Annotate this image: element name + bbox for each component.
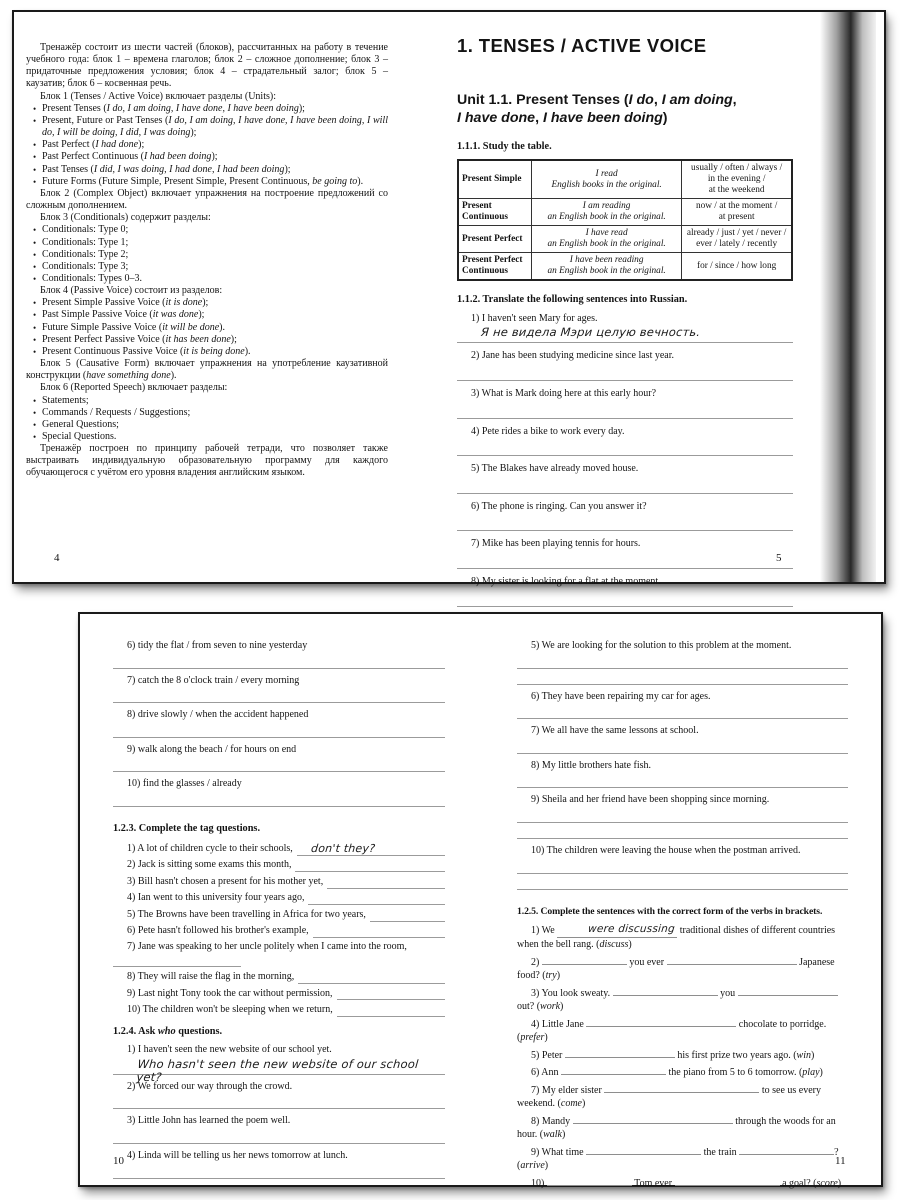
answer-blank bbox=[675, 1177, 780, 1186]
list-item: • Conditionals: Type 2; bbox=[26, 249, 388, 261]
tense-table bbox=[457, 159, 793, 281]
item-number: 8) bbox=[531, 1115, 542, 1127]
exercise-item bbox=[517, 1115, 848, 1141]
exercise-item bbox=[113, 908, 445, 922]
item-number: 4) bbox=[471, 425, 482, 437]
item-number: 7) bbox=[531, 1084, 542, 1096]
item-number: 5) bbox=[531, 1049, 542, 1061]
exercise-sentence: 10) find the glasses / already bbox=[127, 778, 242, 790]
translate-exercise bbox=[457, 313, 793, 607]
exercise-sentence: 9) What time the train ? (arrive) bbox=[517, 1146, 839, 1171]
list-item: • Commands / Requests / Suggestions; bbox=[26, 407, 388, 419]
answer-blank bbox=[308, 891, 445, 905]
answer-blank bbox=[542, 956, 627, 965]
page-number: 11 bbox=[835, 1155, 846, 1167]
page-10 bbox=[113, 640, 445, 1185]
exercise-sentence: 4) Linda will be telling us her news tomorrow at lunch. bbox=[127, 1150, 348, 1162]
list-item: • Conditionals: Type 0; bbox=[26, 224, 388, 236]
exercise-sentence: 4) Ian went to this university four years ago, bbox=[127, 892, 305, 904]
item-number: 9) bbox=[531, 1146, 542, 1158]
exercise-item bbox=[113, 709, 445, 738]
item-number: 10) bbox=[531, 844, 547, 856]
item-number: 6) bbox=[127, 925, 138, 937]
exercise-label-1-2-4: 1.2.4. Ask who questions. bbox=[113, 1025, 223, 1037]
item-number: 9) bbox=[127, 743, 138, 755]
exercise-item bbox=[113, 891, 445, 905]
answer-line bbox=[517, 807, 848, 823]
answer-line bbox=[457, 513, 793, 531]
answer-blank bbox=[113, 956, 241, 967]
handwritten-answer-line bbox=[113, 1056, 445, 1084]
exercise-item bbox=[457, 426, 793, 457]
answer-line bbox=[113, 722, 445, 738]
exercise-item bbox=[113, 858, 445, 872]
handwritten-answer-line bbox=[457, 326, 793, 343]
exercise-sentence: 5) The Blakes have already moved house. bbox=[471, 463, 639, 475]
book-spread-top bbox=[12, 10, 886, 587]
exercise-label-1-1-2: 1.1.2. Translate the following sentences into Russian. bbox=[457, 294, 688, 306]
item-number: 2) bbox=[127, 1080, 138, 1092]
answer-line bbox=[517, 823, 848, 839]
exercise-sentence: 3) Little John has learned the poem well. bbox=[127, 1115, 291, 1127]
item-number: 7) bbox=[127, 940, 138, 952]
exercise-sentence: 1) A lot of children cycle to their schools, bbox=[127, 842, 293, 854]
list-item: • Present, Future or Past Tenses (I do, I am doing, I have done, I have been doing, I will do, I will be doing, I did, I was doing); bbox=[26, 115, 388, 139]
exercise-item bbox=[113, 875, 445, 889]
exercise-item bbox=[113, 640, 445, 669]
exercise-sentence: 4) Little Jane chocolate to porridge. (prefer) bbox=[517, 1018, 827, 1043]
paragraph: Блок 2 (Complex Object) включает упражнения на построение предложений со сложным дополнением. bbox=[26, 187, 388, 212]
list-item: • Conditionals: Type 3; bbox=[26, 261, 388, 273]
exercise-item bbox=[113, 1081, 445, 1110]
exercise-sentence: 6) The phone is ringing. Can you answer it? bbox=[471, 500, 647, 512]
page-edge-shadow bbox=[820, 12, 876, 582]
exercise-item bbox=[517, 794, 848, 839]
paragraph: Блок 4 (Passive Voice) состоит из разделов: bbox=[40, 285, 223, 297]
continued-exercise bbox=[517, 640, 848, 890]
exercise-sentence: 2) Jack is sitting some exams this month, bbox=[127, 859, 292, 871]
item-number: 7) bbox=[531, 725, 542, 737]
exercise-sentence: 5) We are looking for the solution to this problem at the moment. bbox=[531, 640, 792, 651]
table-cell-example: I have read an English book in the original. bbox=[531, 226, 681, 253]
table-cell-use: usually / often / always / in the evening / at the weekend bbox=[682, 160, 792, 199]
item-number: 2) bbox=[127, 859, 138, 871]
exercise-sentence: 10) The children won't be sleeping when we return, bbox=[127, 1004, 333, 1016]
item-number: 3) bbox=[471, 387, 482, 399]
item-number: 3) bbox=[127, 875, 138, 887]
answer-line bbox=[113, 1093, 445, 1109]
table-cell-example: I am reading an English book in the original. bbox=[531, 199, 681, 226]
chapter-title: 1. TENSES / ACTIVE VOICE bbox=[457, 35, 707, 56]
table-cell-use: for / since / how long bbox=[682, 253, 792, 281]
page-number: 10 bbox=[113, 1155, 124, 1167]
list-item: • Special Questions. bbox=[26, 431, 388, 443]
tag-questions-exercise bbox=[113, 842, 445, 1017]
exercise-label-1-2-5: 1.2.5. Complete the sentences with the correct form of the verbs in brackets. bbox=[517, 905, 823, 917]
exercise-item bbox=[517, 1066, 848, 1079]
exercise-label-1-2-3: 1.2.3. Complete the tag questions. bbox=[113, 822, 261, 834]
answer-line bbox=[517, 703, 848, 719]
exercise-sentence: 9) Last night Tony took the car without permission, bbox=[127, 987, 333, 999]
exercise-item bbox=[517, 640, 848, 685]
answer-blank bbox=[337, 986, 446, 1000]
handwritten-answer: were discussing bbox=[587, 923, 676, 936]
list-item: • Past Tenses (I did, I was doing, I had done, I had been doing); bbox=[26, 164, 388, 176]
handwritten-answer: don't they? bbox=[310, 841, 376, 855]
table-row bbox=[458, 160, 792, 199]
exercise-item bbox=[517, 760, 848, 789]
answer-line bbox=[457, 363, 793, 381]
item-number: 1) bbox=[127, 842, 138, 854]
list-item: • Future Simple Passive Voice (it will be done). bbox=[26, 322, 388, 334]
exercise-item bbox=[517, 924, 848, 951]
answer-line bbox=[113, 1128, 445, 1144]
exercise-sentence: 8) They will raise the flag in the morning, bbox=[127, 971, 295, 983]
table-row bbox=[458, 253, 792, 281]
answer-blank bbox=[370, 908, 445, 922]
exercise-sentence: 8) My sister is looking for a flat at the moment. bbox=[471, 575, 661, 587]
answer-blank bbox=[295, 858, 445, 872]
exercise-sentence: 3) What is Mark doing here at this early hour? bbox=[471, 387, 657, 399]
item-number: 1) bbox=[127, 1044, 138, 1056]
item-number: 9) bbox=[531, 794, 542, 806]
exercise-item bbox=[457, 501, 793, 532]
answer-blank bbox=[667, 956, 797, 965]
exercise-item bbox=[517, 845, 848, 890]
exercise-sentence: 8) drive slowly / when the accident happened bbox=[127, 709, 309, 721]
item-number: 5) bbox=[127, 908, 138, 920]
paragraph: Блок 6 (Reported Speech) включает разделы: bbox=[40, 382, 228, 394]
item-number: 4) bbox=[531, 1018, 542, 1030]
unit-title bbox=[457, 91, 793, 128]
answer-blank bbox=[613, 987, 718, 996]
paragraph: Тренажёр состоит из шести частей (блоков), рассчитанных на работу в течение учебного года: блок 1 – времена глаголов; блок 2 – сложное дополнение; блок 3 – придаточные предложения условия; блок 4 – страдательный залог; блок 5 – каузатив; блок 6 – косвенная речь. bbox=[26, 42, 388, 90]
paragraph: Блок 1 (Tenses / Active Voice) включает разделы (Units): bbox=[40, 90, 276, 102]
answer-line bbox=[457, 589, 793, 607]
paragraph: Блок 3 (Conditionals) содержит разделы: bbox=[40, 212, 211, 224]
item-number: 4) bbox=[127, 892, 138, 904]
continued-exercise bbox=[113, 640, 445, 807]
table-cell-tense: Present Perfect bbox=[458, 226, 531, 253]
answer-line bbox=[517, 653, 848, 669]
item-number: 4) bbox=[127, 1150, 138, 1162]
answer-blank bbox=[586, 1018, 736, 1027]
item-number: 8) bbox=[531, 759, 542, 771]
exercise-sentence: 6) tidy the flat / from seven to nine yesterday bbox=[127, 640, 308, 651]
exercise-sentence: 7) catch the 8 o'clock train / every morning bbox=[127, 674, 300, 686]
table-cell-example: I have been reading an English book in the original. bbox=[531, 253, 681, 281]
paragraph: Тренажёр построен по принципу рабочей тетради, что позволяет также выстраивать индивидуальную образовательную программу для каждого обучающегося с учётом его уровня владения английским языком. bbox=[26, 443, 388, 479]
page-number: 5 bbox=[776, 552, 782, 564]
exercise-item bbox=[517, 725, 848, 754]
answer-line bbox=[113, 791, 445, 807]
answer-line bbox=[517, 874, 848, 890]
answer-blank bbox=[327, 875, 445, 889]
exercise-label-1-1-1: 1.1.1. Study the table. bbox=[457, 140, 552, 152]
exercise-sentence: 1) I haven't seen Mary for ages. bbox=[471, 312, 598, 324]
table-cell-tense: Present Simple bbox=[458, 160, 531, 199]
answer-blank bbox=[739, 1146, 834, 1155]
list-item: • Conditionals: Type 1; bbox=[26, 237, 388, 249]
item-number: 7) bbox=[127, 674, 138, 686]
item-number: 10) bbox=[127, 778, 143, 790]
answer-line bbox=[517, 738, 848, 754]
answer-line bbox=[113, 756, 445, 772]
table-cell-use: already / just / yet / never / ever / lately / recently bbox=[682, 226, 792, 253]
exercise-sentence: 1) We were discussing traditional dishes of different countries when the bell rang. (discuss) bbox=[517, 923, 836, 951]
item-number: 2) bbox=[471, 350, 482, 362]
item-number: 10) bbox=[531, 1177, 547, 1189]
list-item: • Past Perfect Continuous (I had been doing); bbox=[26, 151, 388, 163]
answer-blank bbox=[297, 842, 445, 856]
answer-blank bbox=[604, 1084, 759, 1093]
exercise-sentence: 7) Jane was speaking to her uncle politely when I came into the room, bbox=[127, 940, 407, 952]
list-item: • Present Continuous Passive Voice (it is being done). bbox=[26, 346, 388, 358]
unit-title-line1: Unit 1.1. Present Tenses (I do, I am doing, bbox=[457, 91, 737, 108]
table-row bbox=[458, 226, 792, 253]
exercise-item bbox=[113, 842, 445, 856]
item-number: 1) bbox=[471, 312, 482, 324]
exercise-item bbox=[517, 1146, 848, 1172]
answer-line bbox=[457, 476, 793, 494]
exercise-sentence: 3) You look sweaty. you out? (work) bbox=[517, 988, 838, 1012]
answer-blank bbox=[738, 987, 838, 996]
item-number: 6) bbox=[531, 690, 542, 702]
list-item: • Present Perfect Passive Voice (it has been done); bbox=[26, 334, 388, 346]
answer-line bbox=[113, 1163, 445, 1179]
answer-line bbox=[457, 438, 793, 456]
answer-line bbox=[113, 687, 445, 703]
item-number: 1) bbox=[531, 925, 542, 937]
page-number: 4 bbox=[54, 552, 60, 564]
item-number: 3) bbox=[127, 1115, 138, 1127]
fill-in-exercise bbox=[517, 924, 848, 1190]
list-item: • Statements; bbox=[26, 395, 388, 407]
answer-blank bbox=[565, 1049, 675, 1058]
answer-line bbox=[457, 401, 793, 419]
exercise-sentence: 2) you ever Japanese food? (try) bbox=[517, 956, 835, 982]
item-number: 5) bbox=[531, 640, 542, 651]
list-item: • Future Forms (Future Simple, Present Simple, Present Continuous, be going to). bbox=[26, 176, 388, 188]
exercise-item bbox=[113, 778, 445, 807]
exercise-item bbox=[517, 1018, 848, 1044]
answer-blank bbox=[561, 1066, 666, 1075]
item-number: 10) bbox=[127, 1004, 143, 1016]
exercise-sentence: 6) They have been repairing my car for ages. bbox=[531, 690, 711, 702]
item-number: 3) bbox=[531, 987, 542, 999]
page-4-intro-text bbox=[26, 42, 388, 480]
exercise-item bbox=[517, 691, 848, 720]
exercise-sentence: 6) Pete hasn't followed his brother's example, bbox=[127, 925, 309, 937]
exercise-item bbox=[517, 1084, 848, 1110]
exercise-item bbox=[113, 1003, 445, 1017]
list-item: • Present Tenses (I do, I am doing, I have done, I have been doing); bbox=[26, 103, 388, 115]
exercise-item bbox=[517, 1177, 848, 1190]
exercise-sentence: 5) The Browns have been travelling in Africa for two years, bbox=[127, 908, 366, 920]
exercise-sentence: 6) Ann the piano from 5 to 6 tomorrow. (play) bbox=[531, 1067, 823, 1079]
table-cell-tense: Present Continuous bbox=[458, 199, 531, 226]
exercise-item bbox=[457, 313, 793, 344]
answer-line bbox=[517, 858, 848, 874]
exercise-sentence: 3) Bill hasn't chosen a present for his mother yet, bbox=[127, 875, 324, 887]
exercise-item bbox=[113, 941, 445, 968]
answer-blank bbox=[573, 1115, 733, 1124]
page-11 bbox=[517, 640, 848, 1194]
exercise-item bbox=[457, 463, 793, 494]
answer-blank bbox=[313, 924, 445, 938]
answer-line bbox=[457, 551, 793, 569]
exercise-item bbox=[113, 675, 445, 704]
list-item: • General Questions; bbox=[26, 419, 388, 431]
exercise-sentence: 7) We all have the same lessons at school. bbox=[531, 725, 699, 737]
exercise-sentence: 2) Jane has been studying medicine since last year. bbox=[471, 350, 675, 362]
exercise-item bbox=[113, 924, 445, 938]
unit-title-line2: I have done, I have been doing) bbox=[457, 110, 668, 127]
exercise-item bbox=[113, 970, 445, 984]
answer-line bbox=[517, 772, 848, 788]
list-item: • Past Perfect (I had done); bbox=[26, 139, 388, 151]
exercise-item bbox=[113, 1115, 445, 1144]
exercise-sentence: 7) My elder sister to see us every weekend. (come) bbox=[517, 1084, 821, 1110]
exercise-item bbox=[457, 576, 793, 607]
exercise-sentence: 5) Peter his first prize two years ago. (win) bbox=[531, 1049, 815, 1061]
list-item: • Past Simple Passive Voice (it was done); bbox=[26, 309, 388, 321]
exercise-item bbox=[517, 1049, 848, 1062]
exercise-item bbox=[457, 350, 793, 381]
who-questions-exercise bbox=[113, 1044, 445, 1178]
exercise-item bbox=[113, 744, 445, 773]
exercise-item bbox=[113, 1044, 445, 1084]
table-cell-example: I read English books in the original. bbox=[531, 160, 681, 199]
exercise-sentence: 1) I haven't seen the new website of our school yet. bbox=[127, 1044, 332, 1056]
exercise-sentence: 7) Mike has been playing tennis for hours. bbox=[471, 538, 641, 550]
exercise-item bbox=[517, 987, 848, 1013]
item-number: 7) bbox=[471, 538, 482, 550]
exercise-sentence: 8) My little brothers hate fish. bbox=[531, 759, 651, 771]
exercise-sentence: 2) We forced our way through the crowd. bbox=[127, 1080, 293, 1092]
item-number: 2) bbox=[531, 956, 542, 968]
item-number: 6) bbox=[127, 640, 138, 651]
item-number: 9) bbox=[127, 987, 138, 999]
exercise-sentence: 10) The children were leaving the house when the postman arrived. bbox=[531, 844, 801, 856]
answer-blank bbox=[557, 924, 677, 938]
table-cell-tense: Present Perfect Continuous bbox=[458, 253, 531, 281]
item-number: 6) bbox=[471, 500, 482, 512]
table-row bbox=[458, 199, 792, 226]
answer-blank bbox=[547, 1177, 632, 1186]
exercise-item bbox=[113, 986, 445, 1000]
table-cell-use: now / at the moment / at present bbox=[682, 199, 792, 226]
answer-blank bbox=[298, 970, 445, 984]
exercise-sentence: 9) walk along the beach / for hours on end bbox=[127, 743, 297, 755]
exercise-sentence: 10) Tom ever a goal? (score) bbox=[531, 1177, 842, 1189]
item-number: 8) bbox=[127, 971, 138, 983]
exercise-item bbox=[113, 1150, 445, 1179]
handwritten-answer: Я не видела Мэри целую вечность. bbox=[480, 325, 701, 340]
exercise-sentence: 4) Pete rides a bike to work every day. bbox=[471, 425, 625, 437]
list-item: • Conditionals: Types 0–3. bbox=[26, 273, 388, 285]
handwritten-answer: Who hasn't seen the new website of our school yet? bbox=[135, 1056, 420, 1084]
answer-line bbox=[517, 669, 848, 685]
answer-blank bbox=[586, 1146, 701, 1155]
answer-line bbox=[113, 653, 445, 669]
exercise-sentence: 9) Sheila and her friend have been shopping since morning. bbox=[531, 794, 770, 806]
exercise-item bbox=[457, 538, 793, 569]
book-spread-bottom bbox=[78, 612, 883, 1187]
exercise-item bbox=[457, 388, 793, 419]
list-item: • Present Simple Passive Voice (it is done); bbox=[26, 297, 388, 309]
item-number: 8) bbox=[471, 575, 482, 587]
exercise-sentence: 8) Mandy through the woods for an hour. (walk) bbox=[517, 1115, 836, 1141]
item-number: 6) bbox=[531, 1067, 542, 1079]
paragraph: Блок 5 (Causative Form) включает упражнения на употребление каузативной конструкции (have something done). bbox=[26, 358, 388, 382]
item-number: 5) bbox=[471, 463, 482, 475]
exercise-item bbox=[517, 956, 848, 982]
item-number: 8) bbox=[127, 709, 138, 721]
answer-blank bbox=[337, 1003, 445, 1017]
page-5 bbox=[457, 34, 793, 614]
